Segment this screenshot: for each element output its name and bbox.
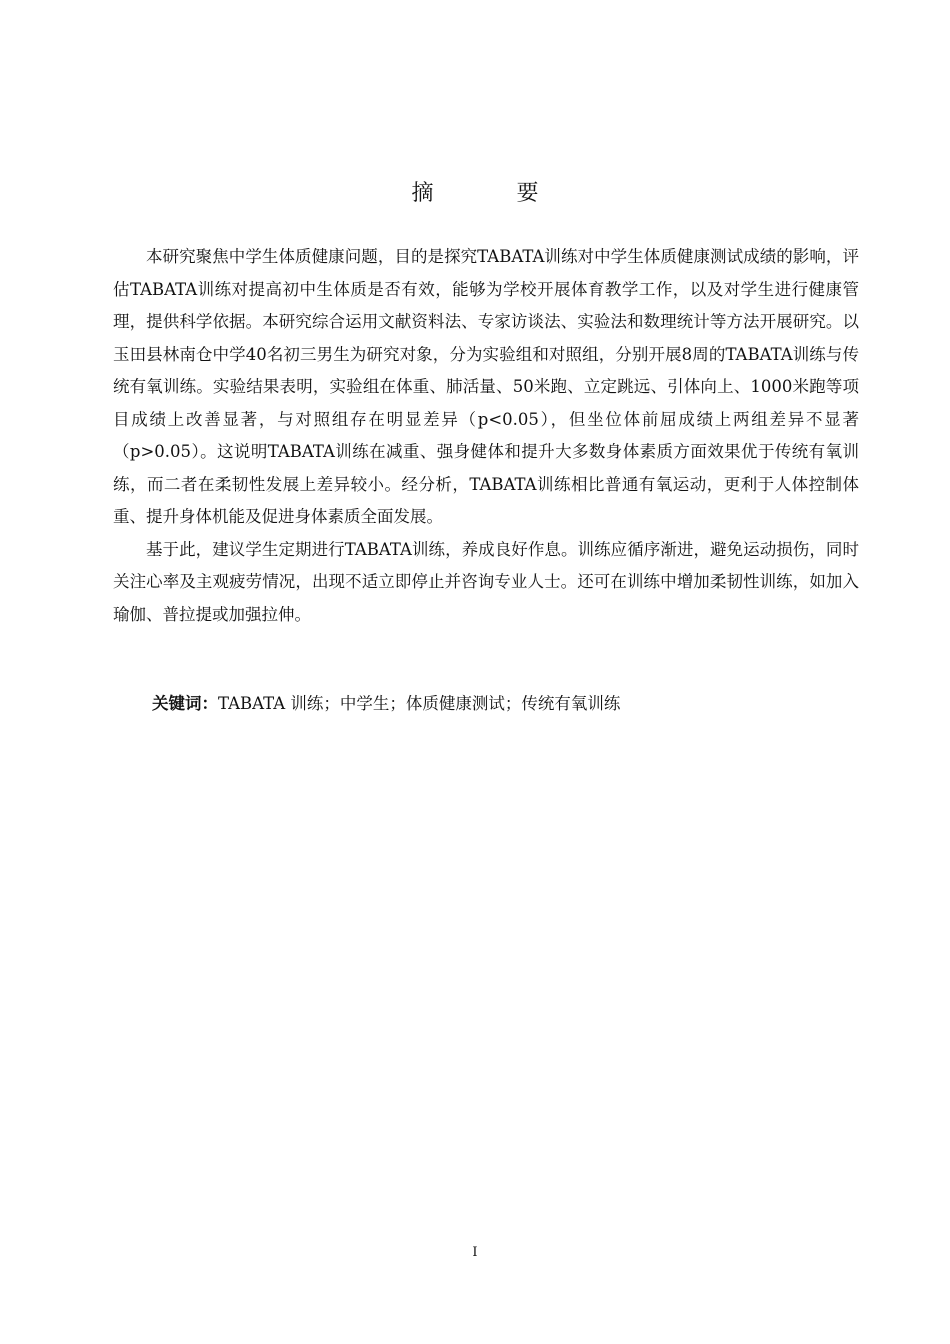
page-number: I xyxy=(472,1245,478,1260)
abstract-title: 摘 要 xyxy=(411,181,577,206)
keywords-list: TABATA 训练；中学生；体质健康测试；传统有氧训练 xyxy=(218,694,621,713)
keywords-line xyxy=(152,688,862,720)
abstract-paragraph-2: 基于此，建议学生定期进行TABATA训练，养成良好作息。训练应循序渐进，避免运动损伤，同时关注心率及主观疲劳情况，出现不适立即停止并咨询专业人士。还可在训练中增加柔韧性训练，如加入瑜伽、普拉提或加强拉伸。 xyxy=(113,539,859,624)
keywords-label: 关键词： xyxy=(152,694,218,713)
abstract-body xyxy=(113,241,859,631)
abstract-paragraph-1: 本研究聚焦中学生体质健康问题，目的是探究TABATA训练对中学生体质健康测试成绩的影响，评估TABATA训练对提高初中生体质是否有效，能够为学校开展体育教学工作，以及对学生进行健康管理，提供科学依据。本研究综合运用文献资料法、专家访谈法、实验法和数理统计等方法开展研究。以玉田县林南仓中学40名初三男生为研究对象，分为实验组和对照组，分别开展8周的TABATA训练与传统有氧训练。实验结果表明，实验组在体重、肺活量、50米跑、立定跳远、引体向上、1000米跑等项目成绩上改善显著，与对照组存在明显差异（p<0.05），但坐位体前屈成绩上两组差异不显著（p>0.05）。这说明TABATA训练在减重、强身健体和提升大多数身体素质方面效果优于传统有氧训练，而二者在柔韧性发展上差异较小。经分析，TABATA训练相比普通有氧运动，更利于人体控制体重、提升身体机能及促进身体素质全面发展。 xyxy=(113,247,859,526)
